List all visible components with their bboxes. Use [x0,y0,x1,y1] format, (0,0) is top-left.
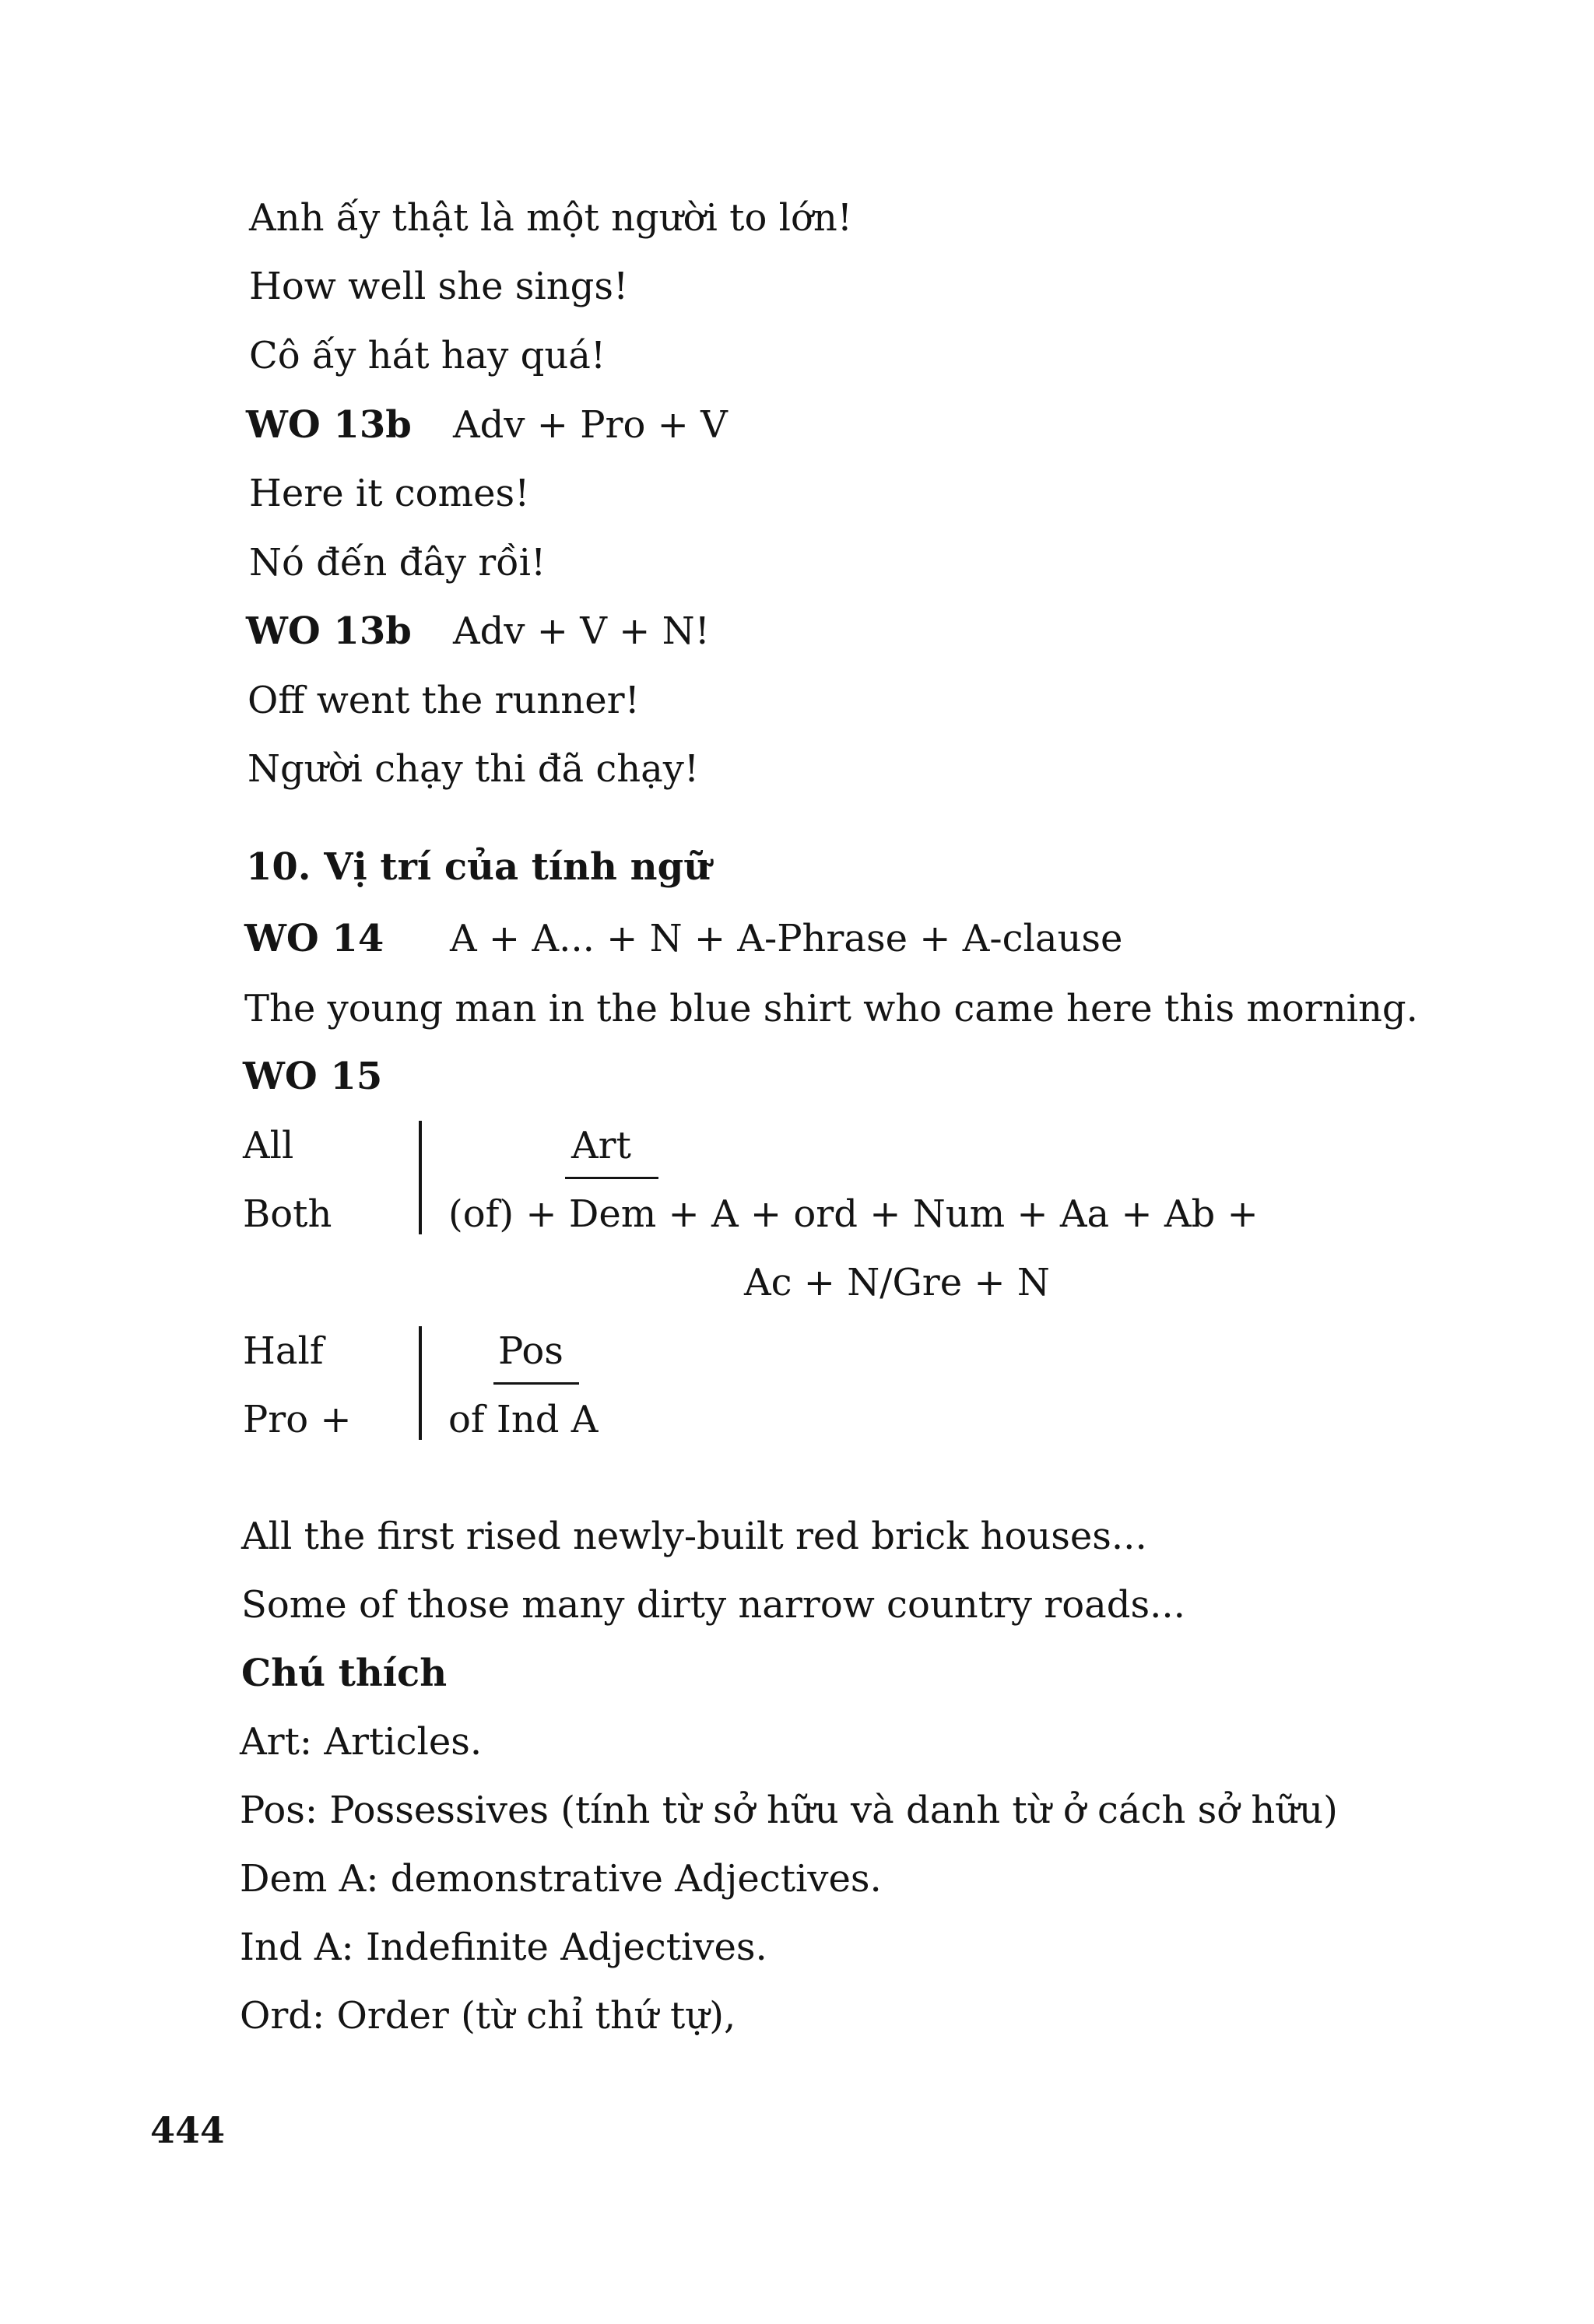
text-line: The young man in the blue shirt who came here this morning. [244,987,1418,1030]
wo-formula-14: A + A... + N + A-Phrase + A-clause [450,917,1123,960]
wo-code-13b: WO 13b [246,403,412,447]
wo-code-15: WO 15 [243,1055,383,1098]
art-label: Art [571,1124,631,1167]
note-line: Ord: Order (từ chỉ thứ tự), [240,1994,736,2038]
wo-code-13b: WO 13b [246,609,412,653]
wo-formula-13b: Adv + Pro + V [453,403,728,447]
quantifier-label: Half [243,1329,324,1373]
page-number: 444 [150,2109,226,2151]
underline-bar [565,1177,658,1179]
text-line: Here it comes! [249,472,530,515]
text-line: How well she sings! [249,265,629,308]
note-line: Ind A: Indefinite Adjectives. [240,1926,767,1969]
wo-formula-13b: Adv + V + N! [453,609,710,653]
section-heading: 10. Vị trí của tính ngữ [246,845,711,889]
note-line: Pos: Possessives (tính từ sở hữu và danh từ ở cách sở hữu) [240,1789,1338,1832]
text-line: Cô ấy hát hay quá! [249,334,606,377]
quantifier-label: Both [243,1192,332,1236]
wo-formula-15-line2: Ac + N/Gre + N [744,1261,1050,1304]
note-line: Dem A: demonstrative Adjectives. [240,1857,882,1901]
quantifier-label: All [243,1124,294,1167]
of-ind-label: of Ind A [448,1398,599,1441]
text-line: Nó đến đây rồi! [249,541,546,585]
pos-label: Pos [498,1329,564,1373]
text-line: Người chạy thi đã chạy! [248,747,700,791]
text-line: Anh ấy thật là một người to lớn! [249,196,853,240]
notes-heading: Chú thích [241,1652,448,1695]
example-line: All the first rised newly-built red brick houses... [241,1515,1147,1558]
wo-formula-15-line1: (of) + Dem + A + ord + Num + Aa + Ab + [448,1192,1259,1236]
text-line: Off went the runner! [248,679,640,722]
quantifier-label: Pro + [243,1398,352,1441]
underline-bar [493,1382,579,1385]
wo-code-14: WO 14 [244,917,384,960]
bracket-divider [419,1326,422,1440]
example-line: Some of those many dirty narrow country roads... [241,1583,1185,1627]
note-line: Art: Articles. [240,1720,483,1764]
bracket-divider [419,1121,422,1234]
